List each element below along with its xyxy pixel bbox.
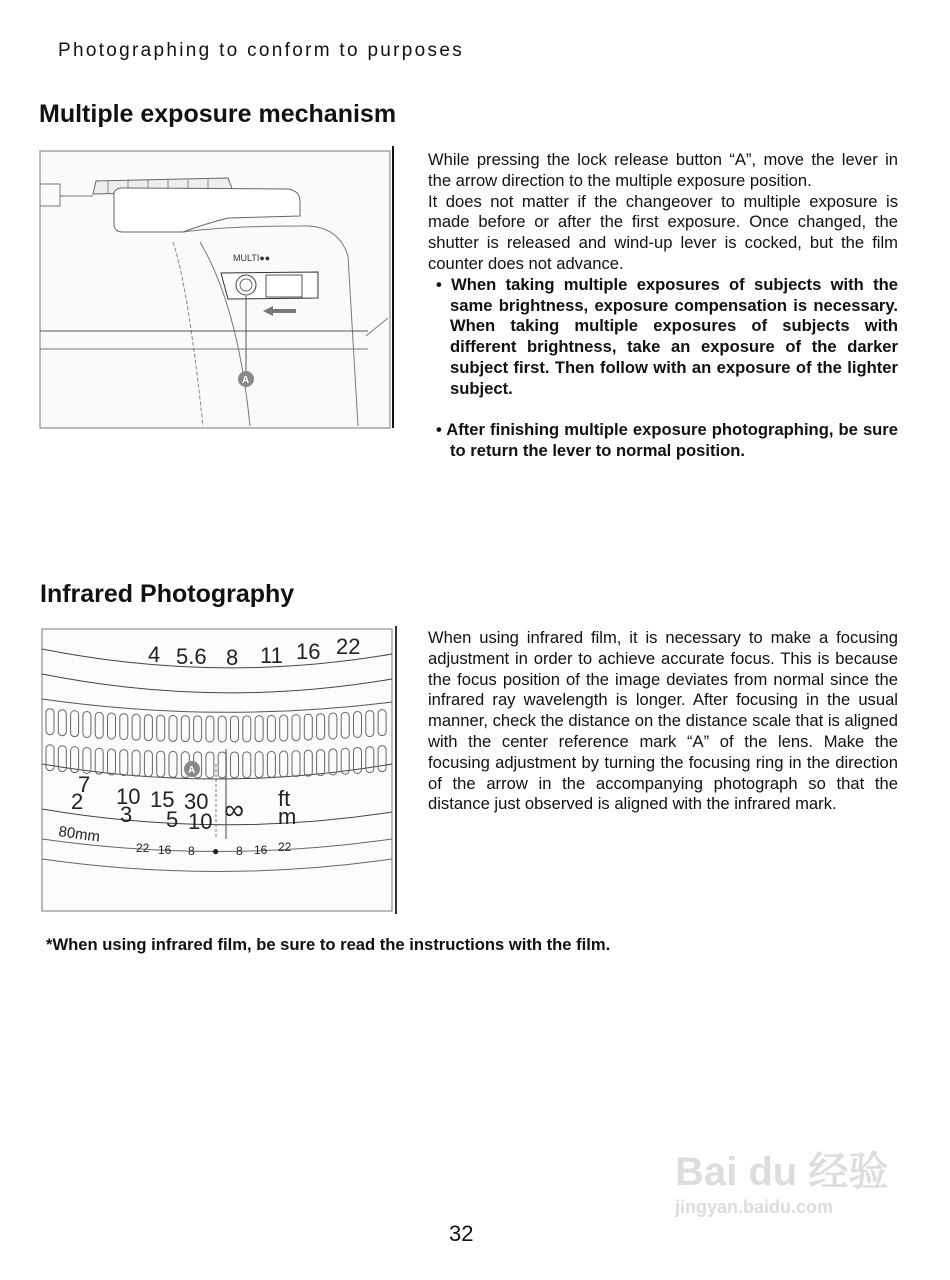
distance-ft-label: 15 (150, 787, 175, 812)
paragraph: When using infrared film, it is necessary to make a focusing adjustment in order to achieve accurate focus. This is because the focus position of the image deviates from normal since the infrared ray wavelength is longer. After focusing in the usual manner, check the distance on the distance scale that is aligned with the center reference mark “A” of the lens. Make the focusing adjustment by turning the focusing ring in the direction of the arrow in the accompanying photograph so that the distance just observed is aligned with the infrared mark. (428, 628, 898, 814)
infrared-text (428, 628, 898, 815)
ft-unit-label: ft (278, 786, 291, 811)
distance-m-label: 5 (166, 807, 179, 832)
dof-label: 22 (136, 841, 150, 855)
paragraph: While pressing the lock release button “A”, move the lever in the arrow direction to the multiple exposure position. (428, 150, 898, 190)
aperture-label: 11 (260, 643, 283, 668)
watermark-logo: Bai du 经验 (675, 1150, 889, 1194)
dof-label: ● (212, 844, 220, 858)
aperture-label: 22 (336, 634, 361, 659)
distance-ft-label: 30 (184, 789, 209, 814)
distance-m-label: 10 (188, 809, 213, 834)
bullet-text: After finishing multiple exposure photographing, be sure to return the lever to normal position. (446, 420, 898, 461)
dof-label: 16 (158, 843, 172, 857)
distance-m-label: 2 (71, 789, 84, 814)
aperture-label: 16 (296, 639, 321, 664)
aperture-label: 4 (148, 642, 161, 667)
paragraph: It does not matter if the changeover to multiple exposure is made before or after the first exposure. Once changed, the shutter is released and wind-up lever is cocked, but the film counter does not advance. (428, 191, 898, 273)
reference-mark-a: A (188, 765, 196, 776)
watermark-url: jingyan.baidu.com (675, 1197, 834, 1217)
m-unit-label: m (278, 804, 297, 829)
multiple-exposure-illustration (38, 146, 398, 431)
dof-label: 8 (236, 844, 243, 858)
multi-label: MULTI●● (233, 253, 271, 263)
bullet-text: When taking multiple exposures of subjects with the same brightness, exposure compensation is necessary. When taking multiple exposures of subjects with different brightness, take an exposure of the darker subject first. Then follow with an exposure of the lighter subject. (450, 274, 898, 398)
focal-length-label: 80mm (57, 823, 102, 846)
lock-release-marker-a: A (242, 375, 250, 386)
section-title-infrared: Infrared Photography (40, 580, 295, 608)
distance-m-label: 3 (120, 802, 133, 827)
dof-label: 22 (278, 840, 292, 854)
infinity-mark: ∞ (224, 794, 244, 825)
bullet-item: • After finishing multiple exposure photographing, be sure to return the lever to normal position. (436, 420, 898, 461)
footnote: *When using infrared film, be sure to read the instructions with the film. (46, 935, 611, 954)
dof-label: 8 (188, 844, 195, 858)
dof-label: 16 (254, 843, 268, 857)
section-title-multiple-exposure: Multiple exposure mechanism (39, 100, 397, 128)
page-number: 32 (449, 1221, 474, 1246)
aperture-label: 5.6 (176, 644, 207, 669)
distance-ft-label: 7 (78, 772, 91, 797)
aperture-label: 8 (226, 645, 239, 670)
bullet-item: • When taking multiple exposures of subjects with the same brightness, exposure compensation is necessary. When taking multiple exposures of subjects with different brightness, take an exposure of the darker subject first. Then follow with an exposure of the lighter subject. (436, 274, 898, 398)
lens-scale-illustration (38, 624, 400, 916)
baidu-watermark (675, 1140, 888, 1218)
distance-ft-label: 10 (116, 784, 141, 809)
multiple-exposure-text (428, 150, 898, 462)
running-header: Photographing to conform to purposes (58, 40, 465, 61)
